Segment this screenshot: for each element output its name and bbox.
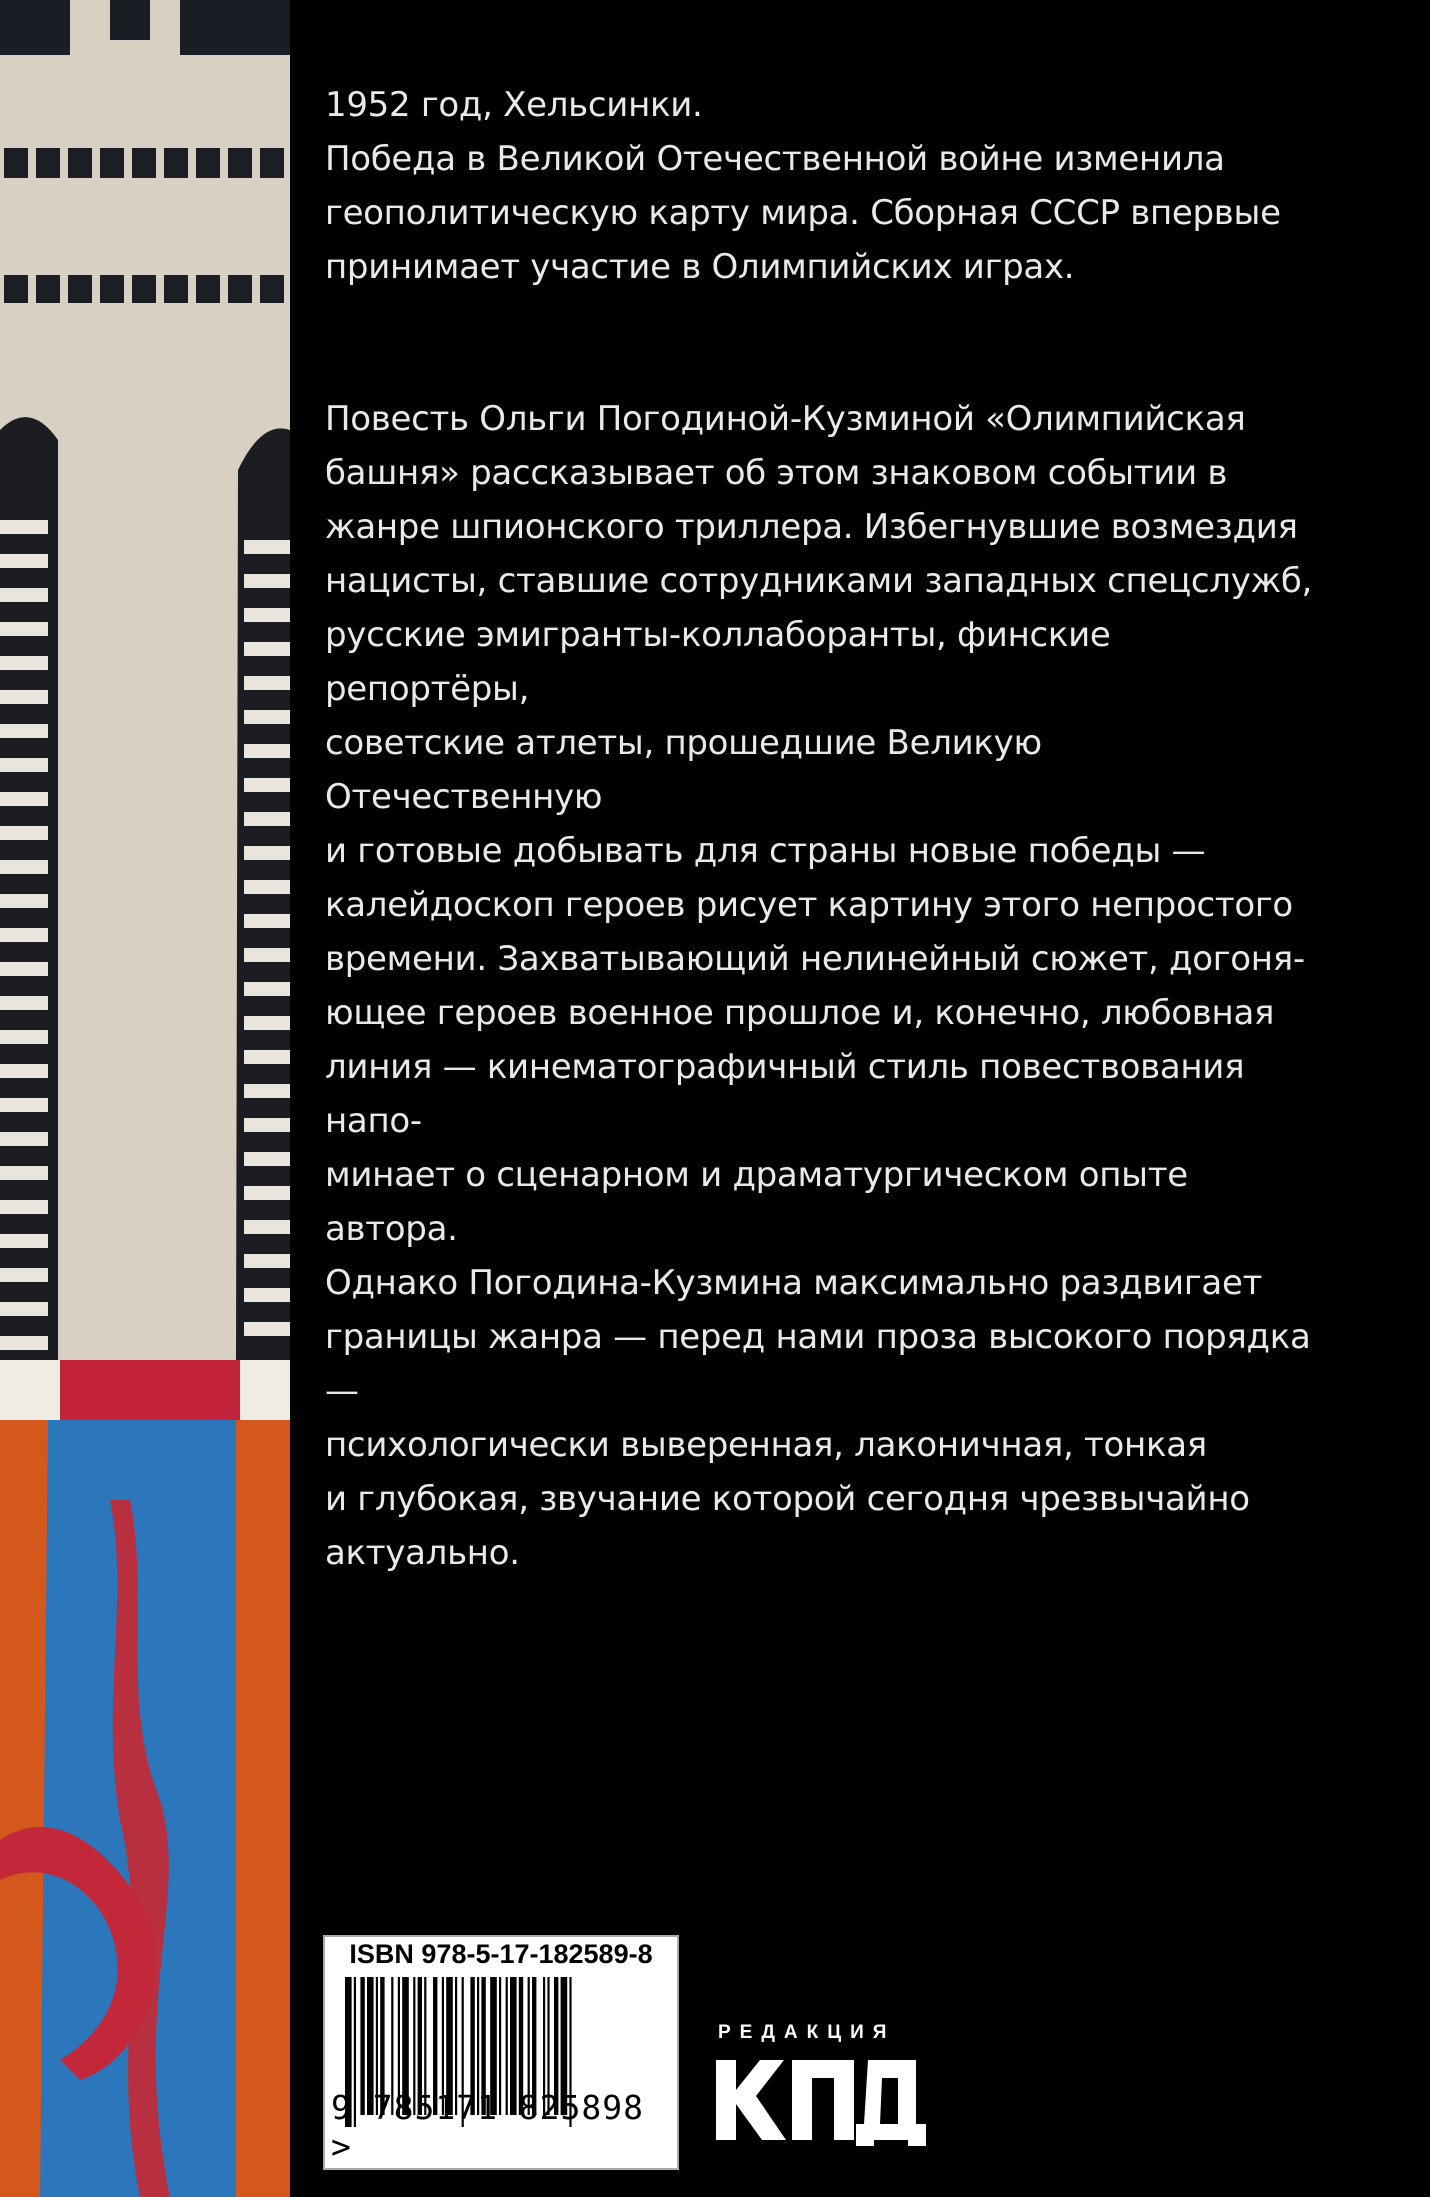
annotation-line: нацисты, ставшие сотрудниками западных спецслужб, [325, 561, 1313, 601]
publisher-logo-block [710, 2022, 930, 2162]
isbn-barcode [323, 1935, 679, 2170]
annotation-line: советские атлеты, прошедшие Великую Отечественную [325, 723, 1042, 817]
annotation-line: Повесть Ольги Погодиной-Кузминой «Олимпийская [325, 399, 1246, 439]
annotation-line: башня» рассказывает об этом знаковом событии в [325, 453, 1228, 493]
intro-line: 1952 год, Хельсинки. [325, 85, 703, 125]
annotation-line: Однако Погодина-Кузмина максимально раздвигает [325, 1263, 1263, 1303]
publisher-subtitle: РЕДАКЦИЯ [718, 2022, 896, 2043]
annotation-line: жанре шпионского триллера. Избегнувшие возмездия [325, 507, 1298, 547]
annotation-line: и готовые добывать для страны новые победы — [325, 831, 1206, 871]
annotation-line: минает о сценарном и драматургическом опыте автора. [325, 1155, 1188, 1249]
annotation-line: русские эмигранты-коллаборанты, финские репортёры, [325, 615, 1111, 709]
barcode-digits: 9 785171 825898 > [331, 2088, 645, 2166]
annotation-paragraph [325, 392, 1325, 1580]
annotation-line: калейдоскоп героев рисует картину этого непростого [325, 885, 1293, 925]
intro-line: геополитическую карту мира. Сборная СССР впервые [325, 193, 1281, 233]
annotation-line: границы жанра — перед нами проза высокого порядка — [325, 1317, 1311, 1411]
isbn-label: ISBN 978-5-17-182589-8 [349, 1939, 653, 1969]
annotation-line: и глубокая, звучание которой сегодня чрезвычайно [325, 1479, 1250, 1519]
annotation-line: ющее героев военное прошлое и, конечно, любовная [325, 993, 1275, 1033]
annotation-line: линия — кинематографичный стиль повествования напо- [325, 1047, 1245, 1141]
intro-paragraph [325, 78, 1325, 294]
publisher-logo [710, 2052, 930, 2147]
intro-line: Победа в Великой Отечественной войне изменила [325, 139, 1225, 179]
annotation-line: времени. Захватывающий нелинейный сюжет, догоня- [325, 939, 1305, 979]
cover-painting [0, 0, 290, 2197]
annotation-line: актуально. [325, 1533, 520, 1573]
annotation-line: психологически выверенная, лаконичная, тонкая [325, 1425, 1207, 1465]
intro-line: принимает участие в Олимпийских играх. [325, 247, 1075, 287]
